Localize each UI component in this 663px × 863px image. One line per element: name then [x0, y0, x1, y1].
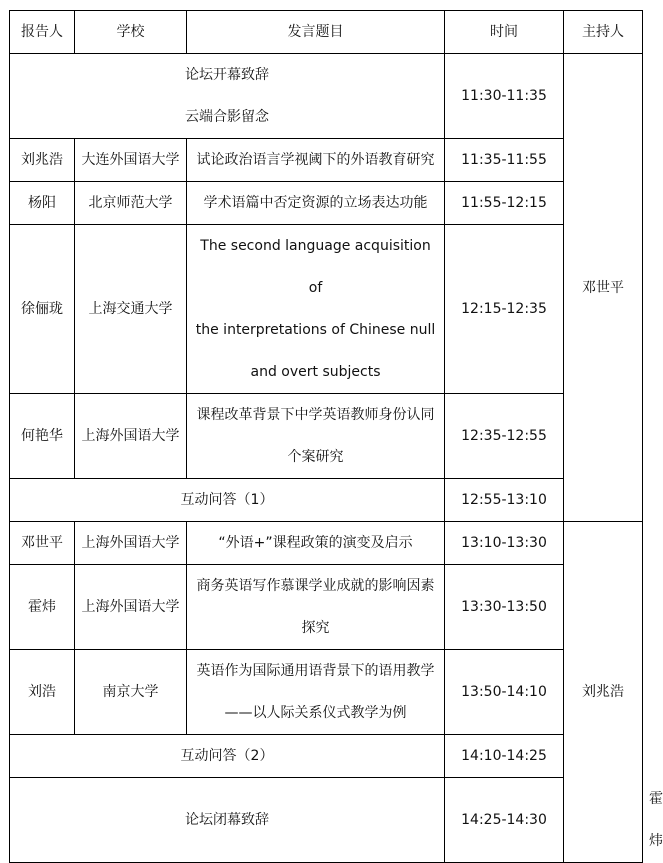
header-host: 主持人 — [564, 11, 643, 54]
school-name: 上海外国语大学 — [75, 394, 187, 479]
topic-line: the interpretations of Chinese null — [195, 322, 436, 338]
host-cell-2: 刘兆浩 — [564, 522, 643, 863]
talk-topic — [187, 565, 445, 650]
topic-line: “外语+”课程政策的演变及启示 — [218, 535, 413, 551]
speaker-name: 杨阳 — [10, 182, 75, 225]
talk-row — [10, 139, 643, 182]
qa-label: 互动问答（1） — [10, 479, 445, 522]
header-school: 学校 — [75, 11, 187, 54]
header-row — [10, 11, 643, 54]
qa-label: 互动问答（2） — [10, 735, 445, 778]
talk-time: 13:10-13:30 — [445, 522, 564, 565]
talk-time: 13:50-14:10 — [445, 650, 564, 735]
talk-topic — [187, 522, 445, 565]
opening-cell — [10, 54, 445, 139]
speaker-name: 刘兆浩 — [10, 139, 75, 182]
header-time: 时间 — [445, 11, 564, 54]
opening-line1: 论坛开幕致辞 — [185, 67, 269, 83]
speaker-name: 邓世平 — [10, 522, 75, 565]
closing-row: 论坛闭幕致辞 14:25-14:30 霍炜 — [10, 778, 643, 863]
talk-topic — [187, 225, 445, 394]
talk-row — [10, 650, 643, 735]
topic-line: The second language acquisition of — [200, 238, 431, 296]
opening-time: 11:30-11:35 — [445, 54, 564, 139]
header-topic: 发言题目 — [187, 11, 445, 54]
speaker-name: 何艳华 — [10, 394, 75, 479]
topic-line: 个案研究 — [287, 449, 344, 465]
topic-line: 英语作为国际通用语背景下的语用教学 — [196, 663, 435, 679]
school-name: 北京师范大学 — [75, 182, 187, 225]
talk-time: 11:55-12:15 — [445, 182, 564, 225]
schedule-table — [9, 10, 663, 863]
topic-line: 学术语篇中否定资源的立场表达功能 — [203, 195, 428, 211]
school-name: 上海外国语大学 — [75, 522, 187, 565]
opening-row — [10, 54, 643, 139]
talk-topic — [187, 182, 445, 225]
talk-time: 11:35-11:55 — [445, 139, 564, 182]
topic-line: 试论政治语言学视阈下的外语教育研究 — [196, 152, 435, 168]
talk-row — [10, 394, 643, 479]
talk-row — [10, 182, 643, 225]
qa-time: 12:55-13:10 — [445, 479, 564, 522]
topic-line: ——以人际关系仪式教学为例 — [224, 705, 407, 721]
closing-time: 14:25-14:30 — [445, 778, 564, 863]
talk-row — [10, 522, 643, 565]
speaker-name: 霍炜 — [10, 565, 75, 650]
school-name: 南京大学 — [75, 650, 187, 735]
talk-topic — [187, 650, 445, 735]
talk-row — [10, 225, 643, 394]
opening-line2: 云端合影留念 — [185, 109, 269, 125]
topic-line: 商务英语写作慕课学业成就的影响因素 — [196, 578, 435, 594]
talk-time: 12:35-12:55 — [445, 394, 564, 479]
qa-row — [10, 735, 643, 778]
topic-line: 探究 — [301, 620, 330, 636]
talk-row — [10, 565, 643, 650]
header-speaker: 报告人 — [10, 11, 75, 54]
talk-time: 12:15-12:35 — [445, 225, 564, 394]
talk-topic — [187, 139, 445, 182]
qa-row — [10, 479, 643, 522]
qa-time: 14:10-14:25 — [445, 735, 564, 778]
talk-topic — [187, 394, 445, 479]
school-name: 上海外国语大学 — [75, 565, 187, 650]
speaker-name: 徐俪珑 — [10, 225, 75, 394]
school-name: 上海交通大学 — [75, 225, 187, 394]
school-name: 大连外国语大学 — [75, 139, 187, 182]
topic-line: and overt subjects — [250, 364, 381, 380]
closing-label: 论坛闭幕致辞 — [10, 778, 445, 863]
speaker-name: 刘浩 — [10, 650, 75, 735]
talk-time: 13:30-13:50 — [445, 565, 564, 650]
topic-line: 课程改革背景下中学英语教师身份认同 — [196, 407, 435, 423]
host-cell-1: 邓世平 — [564, 54, 643, 522]
